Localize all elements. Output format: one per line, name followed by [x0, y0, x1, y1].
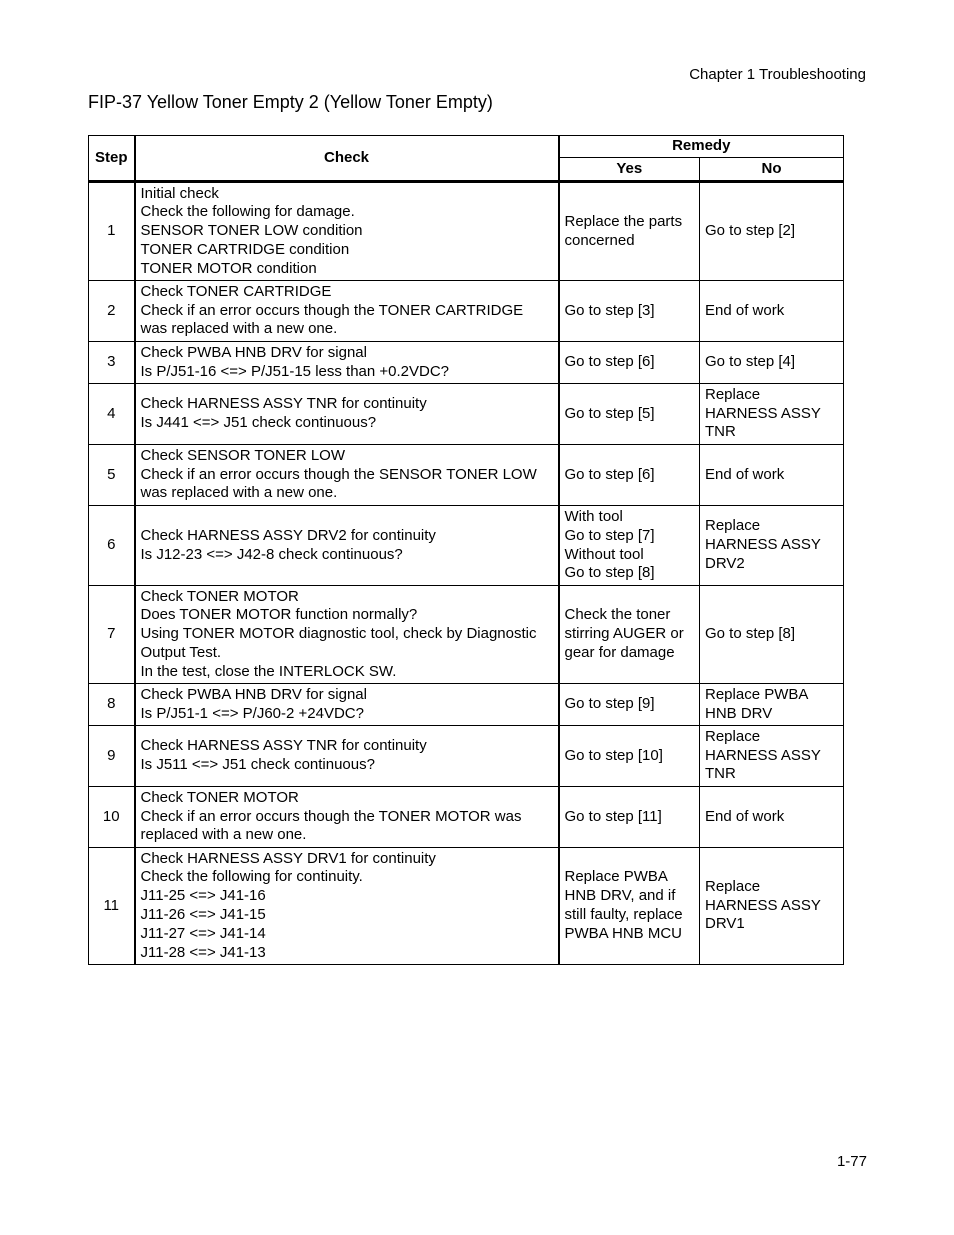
- check-line: Check if an error occurs though the TONER CARTRIDGE: [140, 301, 524, 319]
- check-cell: [135, 787, 559, 848]
- page-title: FIP-37 Yellow Toner Empty 2 (Yellow Toner Empty): [88, 92, 493, 112]
- check-line: Is P/J51-1 <=> P/J60-2 +24VDC?: [140, 704, 364, 722]
- step-number: 10: [89, 787, 135, 848]
- table-body: [89, 182, 844, 965]
- remedy-no: Replace HARNESS ASSY DRV1: [700, 848, 844, 965]
- step-number: 3: [89, 342, 135, 384]
- remedy-no: End of work: [700, 787, 844, 848]
- check-cell: [135, 342, 559, 384]
- check-line: Is P/J51-16 <=> P/J51-15 less than +0.2VDC?: [140, 362, 450, 380]
- step-number: 11: [89, 848, 135, 965]
- check-line: In the test, close the INTERLOCK SW.: [140, 662, 397, 680]
- check-line: Check the following for continuity.: [140, 868, 363, 886]
- remedy-yes: Go to step [6]: [559, 445, 700, 506]
- step-number: 1: [89, 182, 135, 281]
- page-number: 1-77: [836, 1153, 867, 1170]
- step-number: 5: [89, 445, 135, 506]
- remedy-no: Replace HARNESS ASSY TNR: [700, 726, 844, 787]
- remedy-no: Replace PWBA HNB DRV: [700, 684, 844, 726]
- check-line: Check HARNESS ASSY TNR for continuity: [140, 395, 427, 413]
- check-cell: [135, 848, 559, 965]
- remedy-no: Replace HARNESS ASSY DRV2: [700, 506, 844, 586]
- check-line: J11-27 <=> J41-14: [140, 924, 266, 942]
- check-line: Is J511 <=> J51 check continuous?: [140, 756, 375, 773]
- remedy-yes: Go to step [5]: [559, 384, 700, 445]
- step-number: 6: [89, 506, 135, 586]
- check-line: Check TONER MOTOR: [140, 788, 299, 806]
- check-cell: [135, 506, 559, 586]
- step-number: 4: [89, 384, 135, 445]
- table-row: [89, 726, 844, 787]
- check-line: Check if an error occurs though the SENSOR TONER LOW: [140, 465, 537, 483]
- table-row: [89, 445, 844, 506]
- remedy-yes: With tool Go to step [7] Without tool Go to step [8]: [559, 506, 700, 586]
- check-line: TONER MOTOR condition: [140, 259, 317, 277]
- check-line: Check PWBA HNB DRV for signal: [140, 685, 367, 703]
- check-line: replaced with a new one.: [140, 826, 307, 844]
- check-line: J11-26 <=> J41-15: [140, 906, 266, 923]
- table-row: [89, 787, 844, 848]
- table-row: [89, 586, 844, 684]
- header-step: Step: [89, 136, 135, 182]
- table-row: [89, 848, 844, 965]
- check-line: TONER CARTRIDGE condition: [140, 240, 350, 258]
- remedy-no: End of work: [700, 281, 844, 342]
- remedy-no: End of work: [700, 445, 844, 506]
- check-line: J11-28 <=> J41-13: [140, 943, 266, 961]
- check-line: J11-25 <=> J41-16: [140, 887, 266, 905]
- remedy-no: Go to step [8]: [700, 586, 844, 684]
- check-line: Check if an error occurs though the TONER MOTOR was: [140, 807, 522, 825]
- header-check: Check: [135, 136, 559, 182]
- check-line: Check HARNESS ASSY DRV1 for continuity: [140, 849, 436, 867]
- check-line: Does TONER MOTOR function normally?: [140, 606, 418, 624]
- remedy-no: Replace HARNESS ASSY TNR: [700, 384, 844, 445]
- step-number: 8: [89, 684, 135, 726]
- check-line: Output Test.: [140, 643, 222, 661]
- check-line: Check HARNESS ASSY TNR for continuity: [140, 737, 427, 755]
- check-line: Check TONER MOTOR: [140, 587, 299, 605]
- check-line: Check PWBA HNB DRV for signal: [140, 343, 367, 361]
- remedy-no: Go to step [2]: [700, 182, 844, 281]
- check-cell: [135, 586, 559, 684]
- check-cell: [135, 384, 559, 445]
- check-cell: [135, 445, 559, 506]
- check-cell: [135, 182, 559, 281]
- remedy-yes: Go to step [11]: [559, 787, 700, 848]
- check-line: Is J441 <=> J51 check continuous?: [140, 414, 377, 431]
- header-yes: Yes: [559, 158, 700, 182]
- chapter-header: Chapter 1 Troubleshooting: [689, 66, 866, 83]
- check-line: Check the following for damage.: [140, 203, 355, 221]
- check-line: Is J12-23 <=> J42-8 check continuous?: [140, 545, 403, 563]
- check-line: Check TONER CARTRIDGE: [140, 282, 332, 300]
- remedy-yes: Go to step [9]: [559, 684, 700, 726]
- remedy-no: Go to step [4]: [700, 342, 844, 384]
- troubleshooting-table: [88, 135, 844, 965]
- check-line: Using TONER MOTOR diagnostic tool, check by Diagnostic: [140, 625, 537, 643]
- check-cell: [135, 281, 559, 342]
- table-row: [89, 281, 844, 342]
- remedy-yes: Go to step [3]: [559, 281, 700, 342]
- check-cell: [135, 726, 559, 787]
- remedy-yes: Replace PWBA HNB DRV, and if still faulty, replace PWBA HNB MCU: [559, 848, 700, 965]
- check-line: SENSOR TONER LOW condition: [140, 222, 363, 240]
- step-number: 7: [89, 586, 135, 684]
- remedy-yes: Check the toner stirring AUGER or gear for damage: [559, 586, 700, 684]
- table-row: [89, 384, 844, 445]
- check-line: was replaced with a new one.: [140, 320, 338, 338]
- table-row: [89, 342, 844, 384]
- step-number: 9: [89, 726, 135, 787]
- header-no: No: [700, 158, 844, 182]
- table-row: [89, 182, 844, 281]
- check-line: was replaced with a new one.: [140, 484, 338, 502]
- header-remedy: Remedy: [559, 136, 844, 158]
- remedy-yes: Go to step [6]: [559, 342, 700, 384]
- check-line: Check SENSOR TONER LOW: [140, 446, 345, 464]
- remedy-yes: Replace the parts concerned: [559, 182, 700, 281]
- table-row: [89, 684, 844, 726]
- table-row: [89, 506, 844, 586]
- check-cell: [135, 684, 559, 726]
- check-line: Check HARNESS ASSY DRV2 for continuity: [140, 526, 436, 544]
- remedy-yes: Go to step [10]: [559, 726, 700, 787]
- check-line: Initial check: [140, 184, 219, 202]
- step-number: 2: [89, 281, 135, 342]
